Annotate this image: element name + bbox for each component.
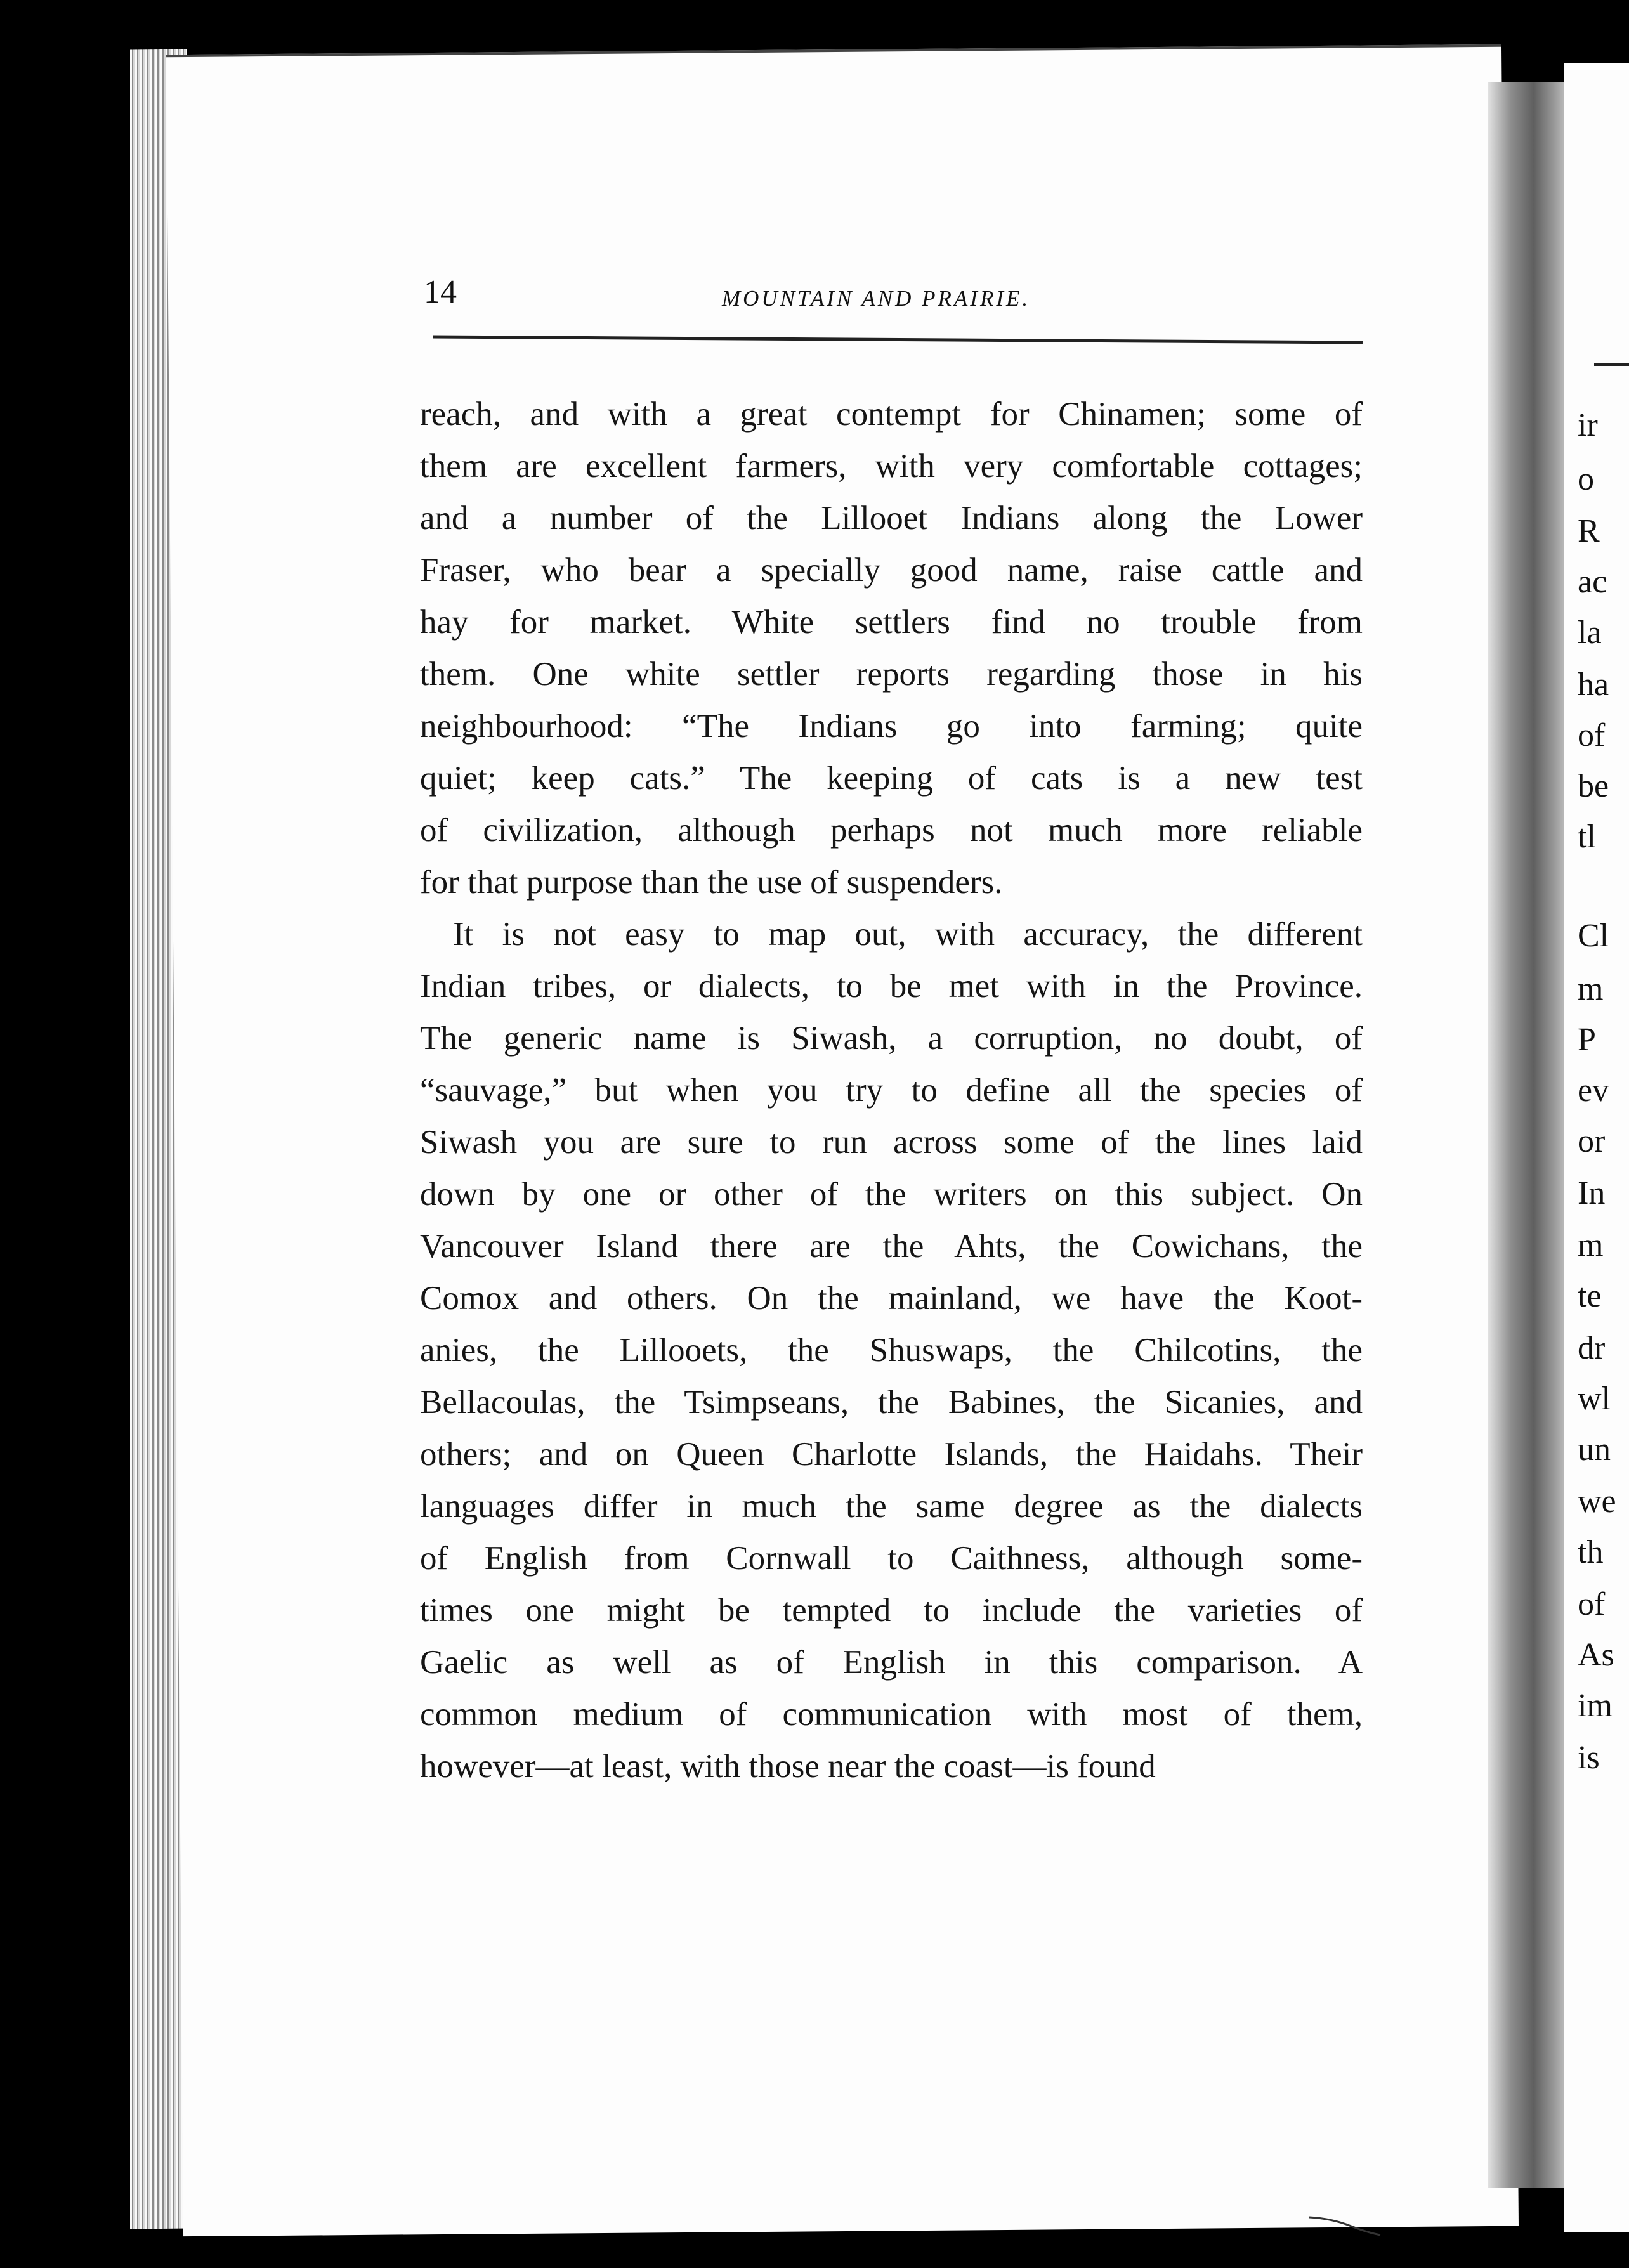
facing-page-fragment: ac bbox=[1578, 566, 1607, 599]
facing-page-fragment: m bbox=[1578, 973, 1604, 1006]
facing-page-fragment: of bbox=[1578, 1588, 1606, 1621]
facing-page-fragment: o bbox=[1578, 463, 1594, 496]
text-line: hay for market. White settlers find no trouble from bbox=[420, 604, 1363, 641]
running-head: MOUNTAIN AND PRAIRIE. bbox=[722, 286, 1031, 311]
facing-page-fragment: un bbox=[1578, 1433, 1611, 1466]
text-line: however—at least, with those near the coast—is found bbox=[420, 1748, 1156, 1785]
text-line: of civilization, although perhaps not much more reliable bbox=[420, 812, 1363, 849]
text-line: Siwash you are sure to run across some of the lines laid bbox=[420, 1124, 1363, 1161]
text-line: Comox and others. On the mainland, we have the Koot- bbox=[420, 1280, 1363, 1317]
facing-page-fragment: ha bbox=[1578, 668, 1609, 701]
facing-page-fragment: P bbox=[1578, 1024, 1596, 1057]
facing-page-fragment: we bbox=[1578, 1485, 1616, 1518]
text-line: down by one or other of the writers on this subject. On bbox=[420, 1176, 1363, 1213]
text-line: them are excellent farmers, with very comfortable cottages; bbox=[420, 448, 1363, 485]
facing-page-fragment: im bbox=[1578, 1690, 1613, 1723]
facing-page-fragment: As bbox=[1578, 1639, 1614, 1672]
text-line: Bellacoulas, the Tsimpseans, the Babines, the Sicanies, and bbox=[420, 1384, 1363, 1421]
text-line: neighbourhood: “The Indians go into farming; quite bbox=[420, 708, 1363, 745]
text-line: and a number of the Lillooet Indians along the Lower bbox=[420, 500, 1363, 537]
text-line: common medium of communication with most of them, bbox=[420, 1696, 1363, 1733]
scan-mark bbox=[1307, 2212, 1383, 2238]
facing-page-fragment: dr bbox=[1578, 1332, 1606, 1365]
text-line: quiet; keep cats.” The keeping of cats is a new test bbox=[420, 760, 1363, 797]
text-line: languages differ in much the same degree as the dialects bbox=[420, 1488, 1363, 1525]
facing-page bbox=[1564, 63, 1629, 2232]
facing-page-fragment: tl bbox=[1578, 821, 1596, 854]
page-number: 14 bbox=[424, 274, 457, 310]
body-text bbox=[420, 388, 1363, 1792]
page-header bbox=[424, 270, 1363, 339]
text-line: The generic name is Siwash, a corruption, no doubt, of bbox=[420, 1020, 1363, 1057]
text-line: times one might be tempted to include the varieties of bbox=[420, 1592, 1363, 1629]
facing-page-fragment: wl bbox=[1578, 1383, 1611, 1416]
facing-page-rule bbox=[1594, 363, 1629, 366]
text-line: of English from Cornwall to Caithness, although some- bbox=[420, 1540, 1363, 1577]
text-line: others; and on Queen Charlotte Islands, the Haidahs. Their bbox=[420, 1436, 1363, 1473]
text-line: for that purpose than the use of suspenders. bbox=[420, 864, 1003, 901]
text-line: It is not easy to map out, with accuracy, the different bbox=[453, 916, 1363, 953]
text-line: Fraser, who bear a specially good name, raise cattle and bbox=[420, 552, 1363, 589]
facing-page-fragment: be bbox=[1578, 770, 1609, 803]
text-line: Vancouver Island there are the Ahts, the Cowichans, the bbox=[420, 1228, 1363, 1265]
facing-page-fragment: th bbox=[1578, 1536, 1604, 1569]
facing-page-fragment: la bbox=[1578, 616, 1602, 649]
facing-page-fragment: In bbox=[1578, 1177, 1606, 1210]
facing-page-fragment: ev bbox=[1578, 1074, 1609, 1107]
text-line: reach, and with a great contempt for Chinamen; some of bbox=[420, 396, 1363, 433]
facing-page-fragment: te bbox=[1578, 1280, 1602, 1313]
paragraph bbox=[420, 908, 1363, 1792]
paragraph bbox=[420, 388, 1363, 908]
book-gutter bbox=[1488, 82, 1571, 2188]
facing-page-fragment: R bbox=[1578, 515, 1600, 548]
facing-page-fragment: Cl bbox=[1578, 920, 1609, 953]
facing-page-fragment: or bbox=[1578, 1125, 1606, 1158]
facing-page-fragment: ir bbox=[1578, 409, 1598, 442]
facing-page-fragment: of bbox=[1578, 719, 1606, 752]
facing-page-fragment: m bbox=[1578, 1229, 1604, 1262]
facing-page-fragment: is bbox=[1578, 1742, 1600, 1775]
text-line: Gaelic as well as of English in this comparison. A bbox=[420, 1644, 1363, 1681]
text-line: Indian tribes, or dialects, to be met with in the Province. bbox=[420, 968, 1363, 1005]
text-line: them. One white settler reports regarding those in his bbox=[420, 656, 1363, 693]
text-line: anies, the Lillooets, the Shuswaps, the Chilcotins, the bbox=[420, 1332, 1363, 1369]
text-line: “sauvage,” but when you try to define all the species of bbox=[420, 1072, 1363, 1109]
